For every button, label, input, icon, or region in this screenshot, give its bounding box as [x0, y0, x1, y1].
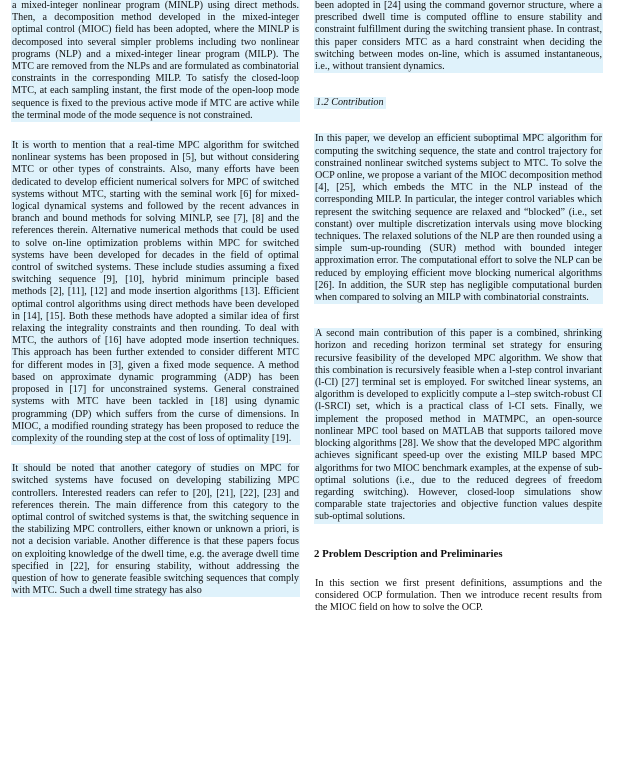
- paragraph-related-work: It is worth to mention that a real-time MPC algorithm for switched nonlinear systems has been proposed in [5], but without considering MTC or other types of constraints. Also, many efforts have been dedicated to develop efficient numerical solvers for MPC of switched systems without MTC, starting with the seminal work [6] for mixed-logical dynamical systems and followed by the recent advances in branch and bound methods for solving MINLP, see [7], [8] and the references therein. Alternative numerical methods that could be used to solve on-line optimization problems within MPC for switched systems have been developed for decades in the field of optimal control of switched systems. These include studies assuming a fixed switching sequence [9], [10], hybrid minimum principle based methods [2], [11], [12] and mode insertion algorithms [13]. Efficient optimal control algorithms using direct methods have been developed in [14], [15]. Both these methods have adopted a similar idea of first relaxing the integrality constraints and then rounding. To deal with MTC, the authors of [16] have adopted mode insertion techniques. This approach has been further extended to consider different MTC for different modes in [3], given a fixed mode sequence. A method based on approximate dynamic programming (ADP) has been proposed in [17] for unconstrained systems. General constrained systems with MTC have been tackled in [18] using dynamic programming (DP) which suffers from the curse of dimensions. In MIOC, a modified rounding strategy has been proposed to reduce the complexity of the rounding step at the cost of loss of optimality [19].: [12, 140, 299, 444]
- paragraph-minlp-decomposition: a mixed-integer nonlinear program (MINLP) using direct methods. Then, a decomposition method developed in the mixed-integer optimal control (MIOC) field has been adopted, where the MINLP is decomposed into several simpler problems including two nonlinear programs (NLP) and a mixed-integer linear program (MILP). The MTC are removed from the NLPs and are formulated as combinatorial constraints in the corresponding MILP. To satisfy the closed-loop MTC, at each sampling instant, the first mode of the open-loop mode sequence is fixed to the previous active mode if MTC are active while the terminal mode of the mode sequence is not constrained.: [12, 0, 299, 121]
- section-heading-problem-description: 2 Problem Description and Preliminaries: [314, 547, 503, 560]
- subsection-heading-contribution: 1.2 Contribution: [316, 97, 384, 109]
- paragraph-section-intro: In this section we first present definitions, assumptions and the considered OCP formulation. Then we introduce recent results from the MIOC field on how to solve the OCP.: [315, 577, 602, 614]
- paragraph-contribution-algorithm: In this paper, we develop an efficient suboptimal MPC algorithm for computing the switching sequence, the state and control trajectory for constrained nonlinear switched systems subject to MTC. To solve the OCP online, we propose a variant of the MIOC decomposition method [4], [25], which embeds the MTC in the NLP instead of the corresponding MILP. In particular, the integer control variables which represent the switching sequence are relaxed and “blocked” (i.e., set constant) over multiple discretization intervals using move blocking techniques. The relaxed solutions of the NLP are then rounded using a simple sum-up-rounding (SUR) method with bounded integer approximation error. The computational effort to solve the NLP can be reduced by employing efficient move blocking numerical algorithms [26]. In addition, the SUR step has negligible computational burden when compared to solving an MILP with combinatorial constraints.: [315, 133, 602, 304]
- left-column: [11, 0, 300, 597]
- right-column: [314, 0, 603, 614]
- paragraph-command-governor: been adopted in [24] using the command governor structure, where a prescribed dwell time is computed offline to ensure stability and constraint fulfillment during the switching transient phase. In contrast, this paper considers MTC as a hard constraint when deciding the switching between modes on-line, which is assumed instantaneous, i.e., without transient dynamics.: [315, 0, 602, 73]
- paragraph-contribution-feasibility: A second main contribution of this paper is a combined, shrinking horizon and receding horizon terminal set strategy for ensuring recursive feasibility of the developed MPC algorithm. We show that this combination is recursively feasible when a l-step control invariant (l-CI) [27] terminal set is employed. For switched linear systems, an algorithm is developed to explicitly compute a l–step switch-robust CI (l-SRCI) set, which is a practical class of l-CI sets. Finally, we implement the proposed method in MATMPC, an open-source nonlinear MPC tool based on MATLAB that supports tailored move blocking algorithms [28]. We show that the developed MPC algorithm achieves significant speed-up over the existing MILP based MPC algorithms for two MIOC benchmark examples, at the expense of sub-optimal solutions (i.e., due to the reduced degrees of freedom regarding switching). However, closed-loop simulations show comparable state trajectories and objective function values despite sub-optimal solutions.: [315, 328, 602, 523]
- paragraph-stabilizing-mpc: It should be noted that another category of studies on MPC for switched systems have focused on developing stabilizing MPC controllers. Interested readers can refer to [20], [21], [22], [23] and references therein. The main difference from this category to the optimal control of switched systems is that, the switching sequence in the stabilizing MPC controllers, either known or unknown a priori, is not a decision variable. Another difference is that these papers focus on exploiting knowledge of the dwell time, e.g. the average dwell time specified in [22], for ensuring stability, without addressing the question of how to generate feasible switching sequences that comply with MTC. Such a dwell time strategy has also: [12, 463, 299, 597]
